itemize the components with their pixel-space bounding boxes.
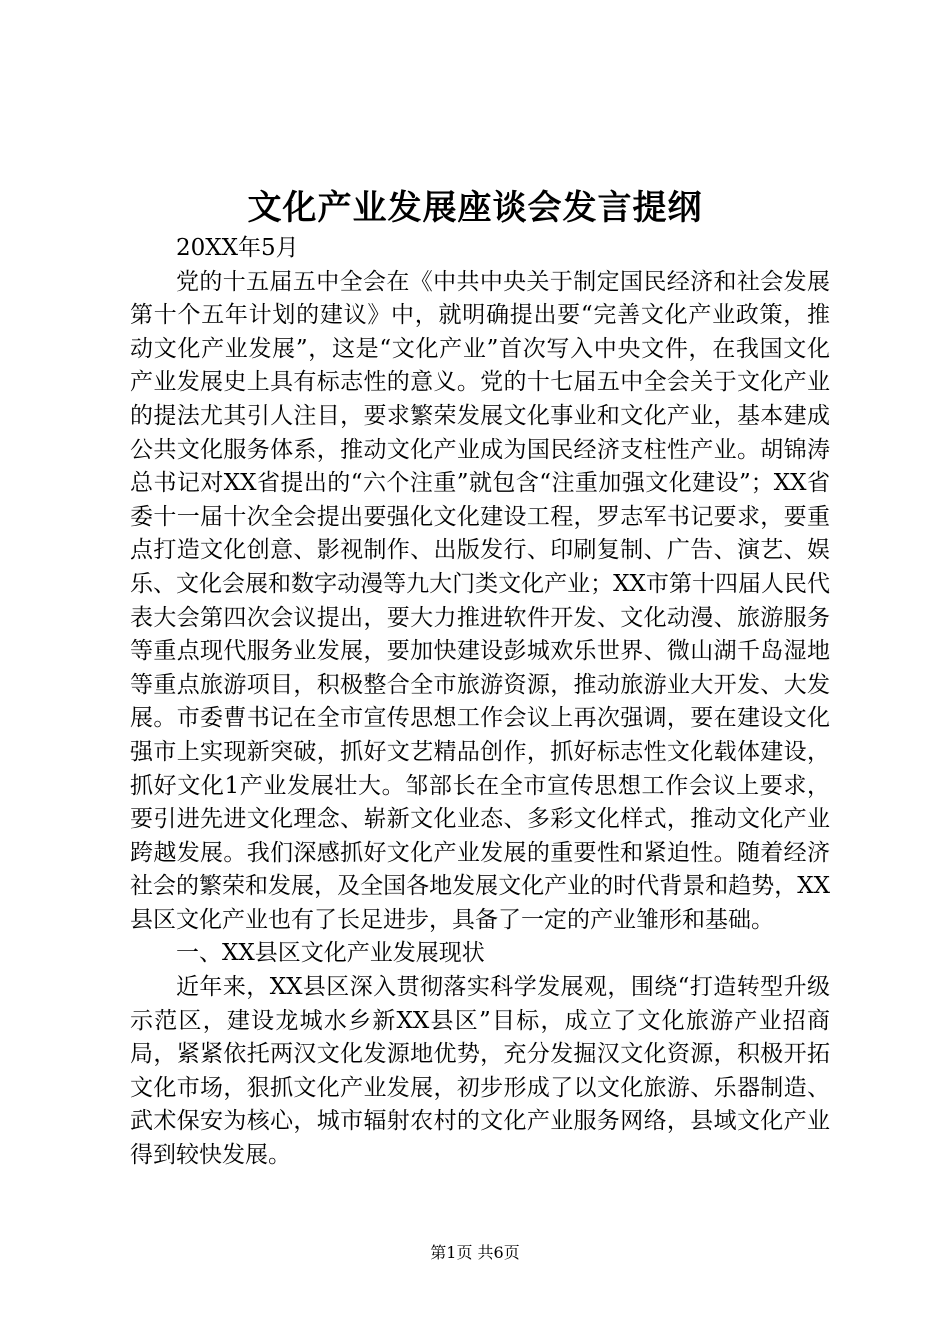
document-date: 20XX年5月	[176, 235, 299, 261]
paragraph-section-1: 近年来，XX县区深入贯彻落实科学发展观，围绕“打造转型升级示范区，建设龙城水乡新XX县区”目标，成立了文化旅游产业招商局，紧紧依托两汉文化发源地优势，充分发掘汉文化资源，积极开拓文化市场，狠抓文化产业发展，初步形成了以文化旅游、乐器制造、武术保安为核心，城市辐射农村的文化产业服务网络，县域文化产业得到较快发展。	[130, 974, 830, 1169]
document-title: 文化产业发展座谈会发言提纲	[247, 188, 703, 228]
document-body	[130, 232, 830, 1173]
paragraph-intro: 党的十五届五中全会在《中共中央关于制定国民经济和社会发展第十个五年计划的建议》中，就明确提出要“完善文化产业政策，推动文化产业发展”，这是“文化产业”首次写入中央文件，在我国文化产业发展史上具有标志性的意义。党的十七届五中全会关于文化产业的提法尤其引人注目，要求繁荣发展文化事业和文化产业，基本建成公共文化服务体系，推动文化产业成为国民经济支柱性产业。胡锦涛总书记对XX省提出的“六个注重”就包含“注重加强文化建设”；XX省委十一届十次全会提出要强化文化建设工程，罗志军书记要求，要重点打造文化创意、影视制作、出版发行、印刷复制、广告、演艺、娱乐、文化会展和数字动漫等九大门类文化产业；XX市第十四届人民代表大会第四次会议提出，要大力推进软件开发、文化动漫、旅游服务等重点现代服务业发展，要加快建设彭城欢乐世界、微山湖千岛湿地等重点旅游项目，积极整合全市旅游资源，推动旅游业大开发、大发展。市委曹书记在全市宣传思想工作会议上再次强调，要在建设文化强市上实现新突破，抓好文艺精品创作，抓好标志性文化载体建设，抓好文化1产业发展壮大。邹部长在全市宣传思想工作会议上要求，要引进先进文化理念、崭新文化业态、多彩文化样式，推动文化产业跨越发展。我们深感抓好文化产业发展的重要性和紧迫性。随着经济社会的繁荣和发展，及全国各地发展文化产业的时代背景和趋势，XX县区文化产业也有了长足进步，具备了一定的产业雏形和基础。	[130, 268, 830, 933]
section-heading-1: 一、XX县区文化产业发展现状	[176, 940, 485, 967]
page-number-footer: 第1页 共6页	[430, 1243, 520, 1262]
